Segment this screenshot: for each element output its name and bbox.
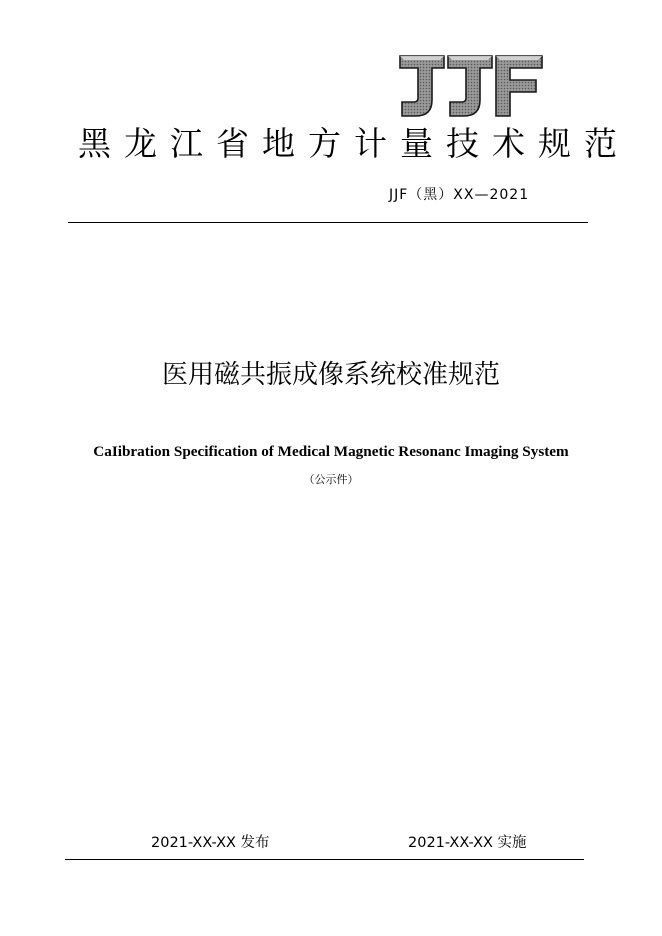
document-title-english: CaIibration Specification of Medical Magnetic Resonanc Imaging System (93, 443, 569, 460)
public-draft-note: （公示件） (303, 473, 359, 486)
jjf-logo (398, 54, 544, 118)
footer-divider (65, 859, 584, 860)
jjf-logo-graphic (398, 54, 544, 118)
document-title-chinese: 医用磁共振成像系统校准规范 (161, 360, 500, 390)
implementation-date: 2021-XX-XX 实施 (408, 835, 527, 851)
issue-date: 2021-XX-XX 发布 (151, 835, 270, 851)
logo-letter-j2 (448, 56, 492, 116)
organization-title: 黑龙江省地方计量技术规范 (78, 124, 630, 163)
logo-letter-f (496, 56, 542, 116)
header-divider (68, 222, 588, 223)
logo-letter-j1 (400, 56, 444, 116)
standard-code: JJF（黑）XX—2021 (389, 187, 530, 203)
